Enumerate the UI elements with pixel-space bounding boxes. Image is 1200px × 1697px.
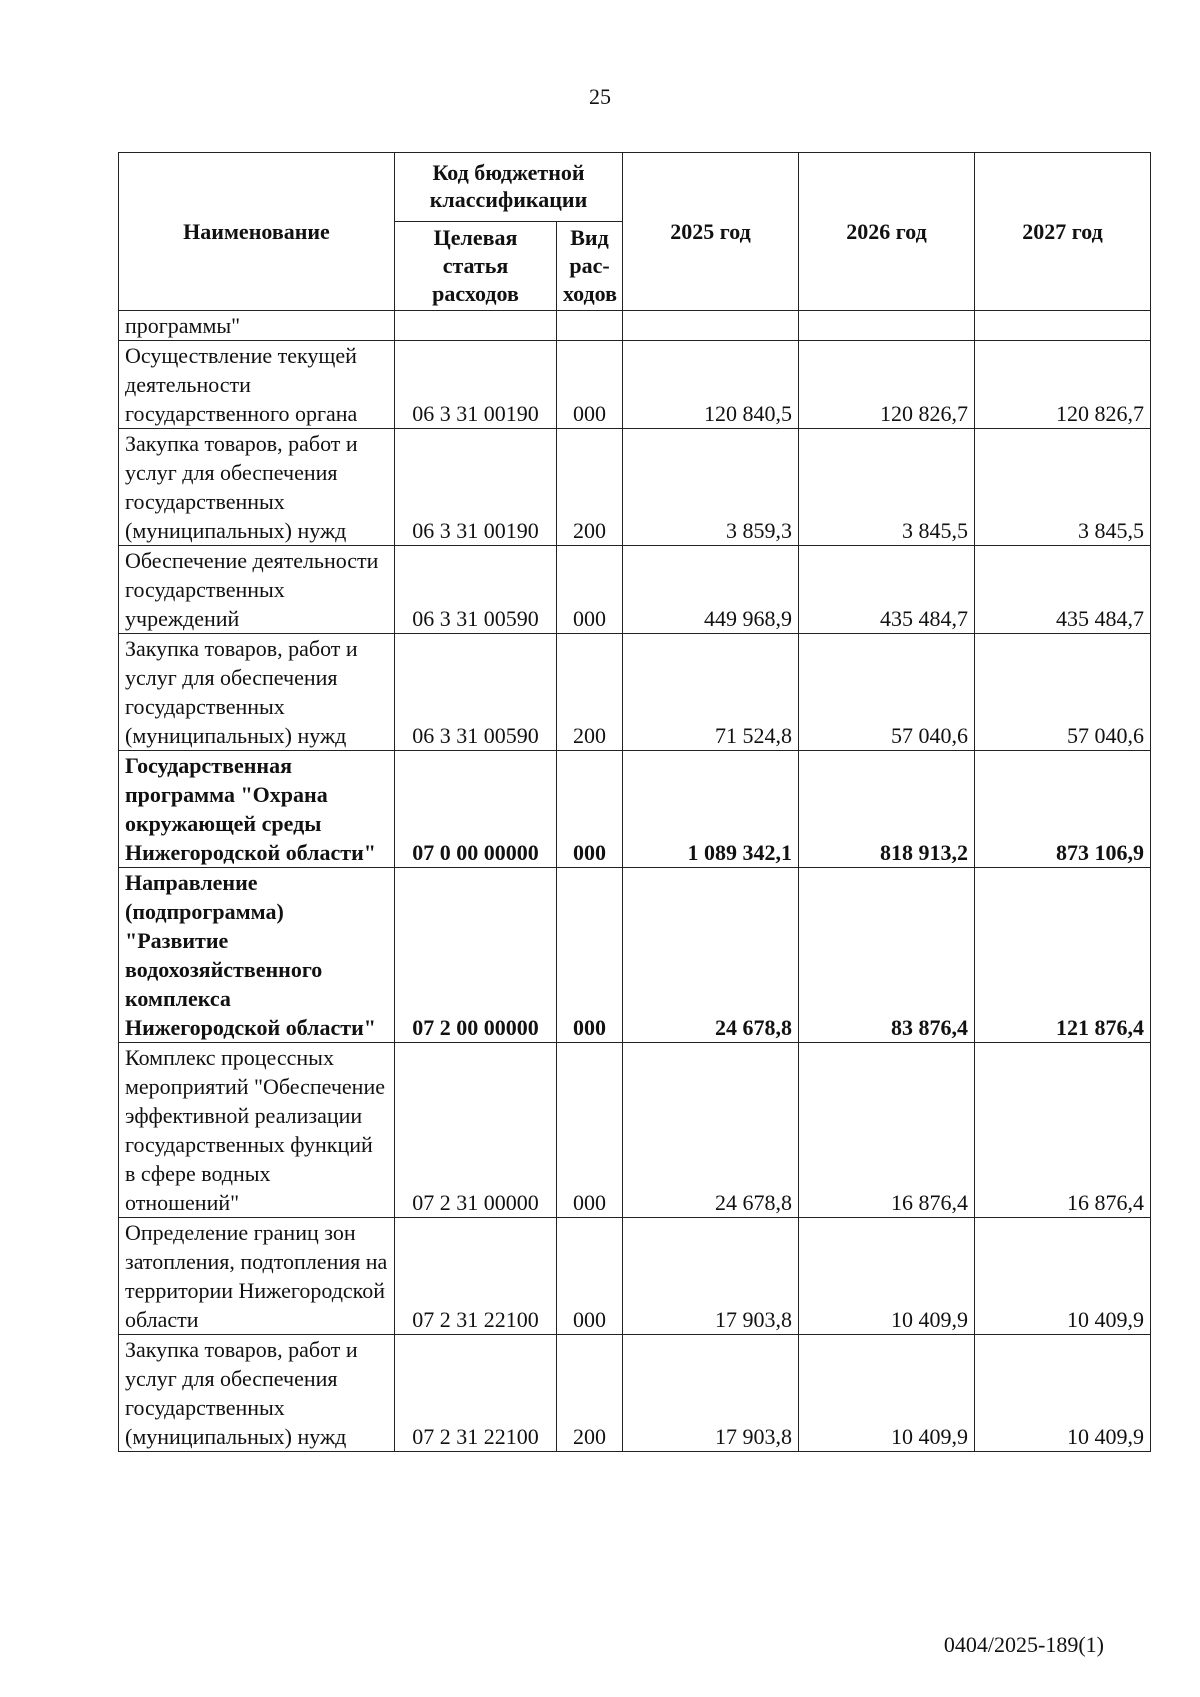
row-expense-kind: 000 (557, 341, 623, 429)
row-value-2027: 10 409,9 (975, 1218, 1151, 1335)
header-name: Наименование (119, 153, 395, 311)
row-value-2027: 121 876,4 (975, 868, 1151, 1043)
row-target-article (395, 311, 557, 341)
row-target-article: 06 3 31 00590 (395, 634, 557, 751)
row-expense-kind (557, 311, 623, 341)
header-2027: 2027 год (975, 153, 1151, 311)
budget-table (118, 152, 1151, 1452)
row-name: Закупка товаров, работ и услуг для обеспечения государственных (муниципальных) нужд (119, 429, 395, 546)
row-value-2025: 24 678,8 (623, 868, 799, 1043)
row-target-article: 06 3 31 00590 (395, 546, 557, 634)
row-target-article: 07 2 31 22100 (395, 1218, 557, 1335)
row-value-2027: 16 876,4 (975, 1043, 1151, 1218)
row-expense-kind: 000 (557, 868, 623, 1043)
header-expense-kind: Вид рас-ходов (557, 222, 623, 311)
row-value-2025: 3 859,3 (623, 429, 799, 546)
row-value-2026: 818 913,2 (799, 751, 975, 868)
table-row (119, 1335, 1151, 1452)
table-row (119, 634, 1151, 751)
row-value-2026: 3 845,5 (799, 429, 975, 546)
row-expense-kind: 200 (557, 429, 623, 546)
row-value-2027 (975, 311, 1151, 341)
page-number: 25 (589, 84, 611, 109)
row-value-2025 (623, 311, 799, 341)
row-value-2027: 57 040,6 (975, 634, 1151, 751)
row-target-article: 07 2 31 22100 (395, 1335, 557, 1452)
row-expense-kind: 000 (557, 546, 623, 634)
row-target-article: 06 3 31 00190 (395, 341, 557, 429)
row-value-2027: 3 845,5 (975, 429, 1151, 546)
row-value-2026: 10 409,9 (799, 1335, 975, 1452)
row-value-2026: 16 876,4 (799, 1043, 975, 1218)
table-row (119, 1043, 1151, 1218)
row-value-2026: 120 826,7 (799, 341, 975, 429)
row-expense-kind: 000 (557, 1043, 623, 1218)
row-value-2027: 120 826,7 (975, 341, 1151, 429)
row-name: Государственная программа "Охрана окружающей среды Нижегородской области" (119, 751, 395, 868)
row-target-article: 07 0 00 00000 (395, 751, 557, 868)
row-name: программы" (119, 311, 395, 341)
row-value-2025: 17 903,8 (623, 1218, 799, 1335)
row-expense-kind: 000 (557, 1218, 623, 1335)
table-row (119, 751, 1151, 868)
table-row (119, 429, 1151, 546)
row-value-2027: 873 106,9 (975, 751, 1151, 868)
row-name: Закупка товаров, работ и услуг для обеспечения государственных (муниципальных) нужд (119, 1335, 395, 1452)
row-value-2025: 1 089 342,1 (623, 751, 799, 868)
header-target-article: Целевая статья расходов (395, 222, 557, 311)
row-target-article: 07 2 00 00000 (395, 868, 557, 1043)
row-value-2026 (799, 311, 975, 341)
row-value-2027: 435 484,7 (975, 546, 1151, 634)
row-value-2027: 10 409,9 (975, 1335, 1151, 1452)
row-name: Направление (подпрограмма) "Развитие водохозяйственного комплекса Нижегородской области" (119, 868, 395, 1043)
header-2025: 2025 год (623, 153, 799, 311)
row-value-2025: 24 678,8 (623, 1043, 799, 1218)
row-value-2025: 71 524,8 (623, 634, 799, 751)
header-2026: 2026 год (799, 153, 975, 311)
table-row (119, 546, 1151, 634)
table-row (119, 311, 1151, 341)
row-target-article: 06 3 31 00190 (395, 429, 557, 546)
row-target-article: 07 2 31 00000 (395, 1043, 557, 1218)
row-name: Обеспечение деятельности государственных учреждений (119, 546, 395, 634)
header-budget-code: Код бюджетной классификации (395, 153, 623, 222)
row-value-2026: 435 484,7 (799, 546, 975, 634)
table-body (119, 311, 1151, 1452)
row-value-2026: 10 409,9 (799, 1218, 975, 1335)
row-value-2025: 17 903,8 (623, 1335, 799, 1452)
row-expense-kind: 200 (557, 1335, 623, 1452)
table-row (119, 868, 1151, 1043)
table-row (119, 1218, 1151, 1335)
row-expense-kind: 000 (557, 751, 623, 868)
row-value-2026: 57 040,6 (799, 634, 975, 751)
row-value-2025: 449 968,9 (623, 546, 799, 634)
row-value-2026: 83 876,4 (799, 868, 975, 1043)
row-name: Осуществление текущей деятельности государственного органа (119, 341, 395, 429)
table-header (119, 153, 1151, 311)
row-value-2025: 120 840,5 (623, 341, 799, 429)
table-row (119, 341, 1151, 429)
row-name: Закупка товаров, работ и услуг для обеспечения государственных (муниципальных) нужд (119, 634, 395, 751)
document-number: 0404/2025-189(1) (943, 1632, 1104, 1657)
row-name: Определение границ зон затопления, подтопления на территории Нижегородской области (119, 1218, 395, 1335)
row-expense-kind: 200 (557, 634, 623, 751)
row-name: Комплекс процессных мероприятий "Обеспечение эффективной реализации государственных функций в сфере водных отношений" (119, 1043, 395, 1218)
